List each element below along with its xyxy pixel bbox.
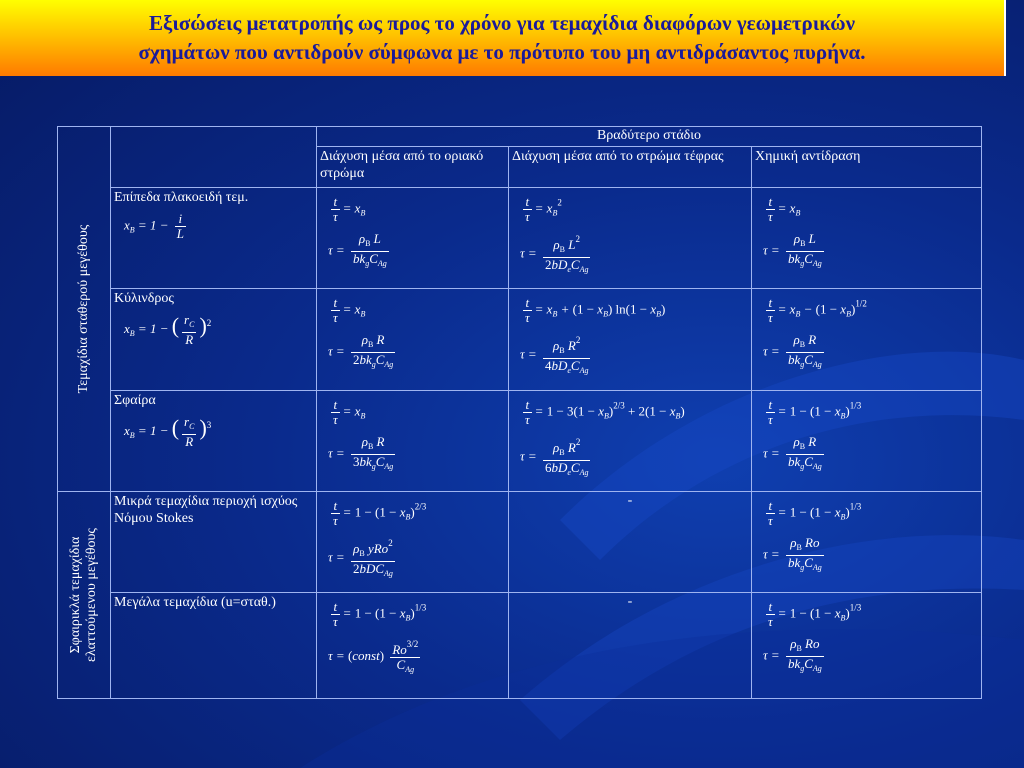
cell-small-film — [317, 492, 509, 593]
header-chemical-reaction: Χημική αντίδραση — [752, 147, 982, 188]
equation: τ = (const) $\frac{Ro^{3/2}}{C_{Ag}}$ — [328, 639, 419, 675]
row-cylinder-label: Κύλινδρος — [114, 291, 174, 307]
group-shrinking-label: Σφαιρικλά τεμαχίδια ελαττούμενου μεγέθους — [68, 528, 99, 662]
equation: $x_B = 1$ − ( $\frac{r_C}{R}$ )$^3$ — [124, 413, 212, 449]
equation: τ = $\frac{\rho_B R^2}{4bD_eC_{Ag}}$ — [520, 335, 589, 376]
equation: τ = $\frac{\rho_B R}{bk_gC_{Ag}}$ — [763, 433, 822, 471]
equation: τ = $\frac{\rho_B L}{bk_gC_{Ag}}$ — [328, 230, 387, 268]
slide-title — [0, 9, 1004, 67]
title-line-2: σχημάτων που αντιδρούν σύμφωνα με το πρότυπο του μη αντιδράσαντος πυρήνα. — [138, 40, 866, 64]
equation: $\frac{t}{\tau}$ = $x_B$ — [333, 396, 366, 427]
row-large — [111, 593, 317, 699]
cell-plate-film — [317, 187, 509, 288]
equation: $\frac{t}{\tau}$ = $x_B$ — [768, 193, 801, 224]
equation: τ = $\frac{\rho_B Ro}{bk_gC_{Ag}}$ — [763, 636, 822, 674]
cell-cylinder-film — [317, 289, 509, 390]
row-cylinder — [111, 289, 317, 390]
equation: $\frac{t}{\tau}$ = $1 - (1 - x_B)^{1/3}$ — [768, 599, 862, 630]
row-small — [111, 492, 317, 593]
equation: $\frac{t}{\tau}$ = $x_B^2$ — [525, 193, 562, 224]
equation: τ = $\frac{\rho_B yRo^2}{2bDC_{Ag}}$ — [328, 538, 393, 578]
header-ash-diffusion: Διάχυση μέσα από το στρώμα τέφρας — [509, 147, 752, 188]
row-plate — [111, 187, 317, 288]
row-large-label: Μεγάλα τεμαχίδια (u=σταθ.) — [114, 595, 276, 611]
cell-small-ash: - — [509, 492, 752, 593]
cell-large-reaction — [752, 593, 982, 699]
equation: $\frac{t}{\tau}$ = $x_B - (1 - x_B)^{1/2}$ — [768, 295, 867, 326]
row-sphere-label: Σφαίρα — [114, 392, 156, 408]
equation: $\frac{t}{\tau}$ = $1 - (1 - x_B)^{2/3}$ — [333, 498, 427, 528]
equation: $\frac{t}{\tau}$ = $1 - (1 - x_B)^{1/3}$ — [333, 599, 427, 630]
equation: τ = $\frac{\rho_B R}{bk_gC_{Ag}}$ — [763, 332, 822, 370]
cell-cylinder-ash — [509, 289, 752, 390]
cell-cylinder-reaction — [752, 289, 982, 390]
equation: $\frac{t}{\tau}$ = $1 - (1 - x_B)^{1/3}$ — [768, 396, 862, 427]
equation: τ = $\frac{\rho_B R}{2bk_gC_{Ag}}$ — [328, 332, 394, 370]
equation: τ = $\frac{\rho_B R^2}{6bD_eC_{Ag}}$ — [520, 436, 589, 477]
group-shrinking — [58, 492, 111, 699]
equations-table — [57, 126, 982, 699]
cell-sphere-ash — [509, 390, 752, 491]
cell-large-ash: - — [509, 593, 752, 699]
cell-small-reaction — [752, 492, 982, 593]
row-sphere — [111, 390, 317, 491]
header-film-diffusion: Διάχυση μέσα από το οριακό στρώμα — [317, 147, 509, 188]
equation: $\frac{t}{\tau}$ = $x_B + (1 - x_B) \ln(1 - x_B)$ — [525, 295, 666, 326]
empty-corner — [111, 127, 317, 188]
row-plate-label: Επίπεδα πλακοειδή τεμ. — [114, 189, 249, 205]
equation: τ = $\frac{\rho_B Ro}{bk_gC_{Ag}}$ — [763, 535, 822, 572]
group-constant-size-label: Τεμαχίδια σταθερού μεγέθους — [76, 224, 91, 394]
equation: $x_B = 1$ − $\frac{i}{L}$ — [124, 210, 184, 241]
equation: $\frac{t}{\tau}$ = $x_B$ — [333, 295, 366, 326]
equation: τ = $\frac{\rho_B L}{bk_gC_{Ag}}$ — [763, 230, 822, 268]
equation: $\frac{t}{\tau}$ = $x_B$ — [333, 193, 366, 224]
header-slowest-step: Βραδύτερο στάδιο — [317, 127, 982, 147]
equation: $x_B = 1$ − ( $\frac{r_C}{R}$ )$^2$ — [124, 312, 212, 348]
equation: $\frac{t}{\tau}$ = $1 - (1 - x_B)^{1/3}$ — [768, 498, 862, 528]
equation: τ = $\frac{\rho_B R}{3bk_gC_{Ag}}$ — [328, 433, 394, 471]
group-constant-size — [58, 127, 111, 492]
cell-sphere-reaction — [752, 390, 982, 491]
cell-large-film — [317, 593, 509, 699]
row-small-label: Μικρά τεμαχίδια περιοχή ισχύος Νόμου Stokes — [114, 494, 298, 526]
cell-sphere-film — [317, 390, 509, 491]
title-line-1: Εξισώσεις μετατροπής ως προς το χρόνο για τεμαχίδια διαφόρων γεωμετρικών — [148, 11, 856, 35]
cell-plate-reaction — [752, 187, 982, 288]
cell-plate-ash — [509, 187, 752, 288]
equation: τ = $\frac{\rho_B L^2}{2bD_eC_{Ag}}$ — [520, 233, 589, 274]
title-banner — [0, 0, 1006, 76]
equation: $\frac{t}{\tau}$ = $1 - 3(1 - x_B)^{2/3} + 2(1 - x_B)$ — [525, 396, 685, 427]
